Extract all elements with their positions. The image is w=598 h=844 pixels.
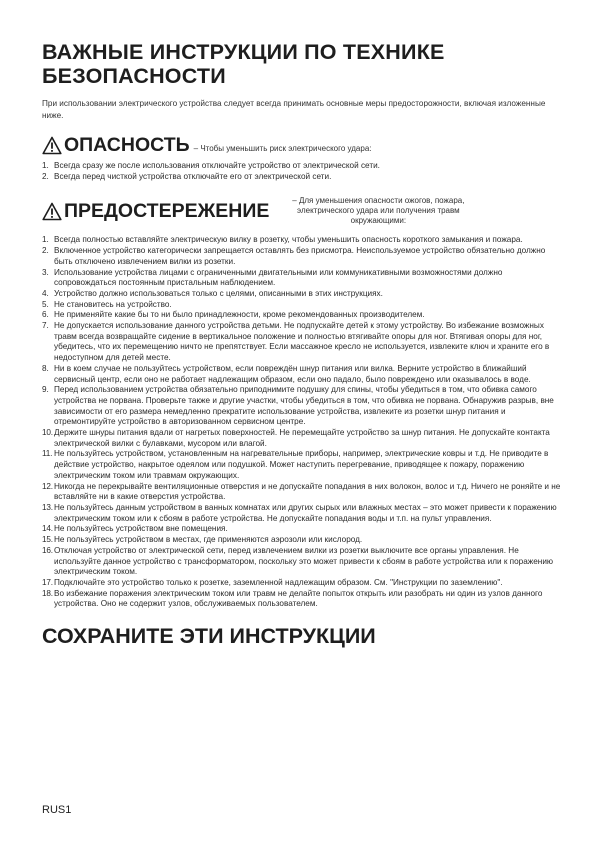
list-item-number: 17. <box>42 577 53 587</box>
list-item-text: Во избежание поражения электрическим током или травм не делайте попыток открыть или разобрать ни один из узлов данного устройства. Оно не содержит узлов, обслуживаемых пользователем. <box>54 588 543 609</box>
list-item-text: Никогда не перекрывайте вентиляционные отверстия и не допускайте попадания в них волокон, волос и т.д. Ничего не роняйте и не вставляйте ни в какие отверстия устройства. <box>54 481 561 502</box>
list-item-text: Не становитесь на устройство. <box>54 299 172 309</box>
list-item-text: Не пользуйтесь данным устройством в ванных комнатах или других сырых или влажных местах – это может привести к поражению электрическим током или к сбоям в работе устройства. Не допускайте попадания воды и т.п. на пульт управления. <box>54 502 557 523</box>
page-title: ВАЖНЫЕ ИНСТРУКЦИИ ПО ТЕХНИКЕ БЕЗОПАСНОСТИ <box>42 40 445 88</box>
list-item <box>42 578 563 589</box>
warning-triangle-icon <box>42 202 62 221</box>
list-item-number: 12. <box>42 481 53 491</box>
list-item-number: 6. <box>42 310 49 320</box>
list-item-text: Ни в коем случае не пользуйтесь устройством, если повреждён шнур питания или вилка. Верните устройство в ближайший сервисный центр, если оно не работает надлежащим образом, если оно падало, было повреждено или оказывалось в воде. <box>54 363 531 384</box>
list-item <box>42 449 563 481</box>
list-item-number: 16. <box>42 545 53 555</box>
list-item-text: Не пользуйтесь устройством, установленным на нагревательные приборы, например, электрические ковры и т.д. Не приводите в действие устройство, накрытое одеялом или подушкой. Может наступить перегревание, приводящее к пожару, поражению электрическим током или травмам окружающих. <box>54 449 549 480</box>
list-item <box>42 235 563 246</box>
list-item <box>42 161 563 172</box>
list-item-number: 1. <box>42 161 49 170</box>
list-item-text: Подключайте это устройство только к розетке, заземленной надлежащим образом. См. "Инструкции по заземлению". <box>54 577 503 587</box>
list-item-text: Всегда полностью вставляйте электрическую вилку в розетку, чтобы уменьшить опасность короткого замыкания и пожара. <box>54 235 523 245</box>
list-item <box>42 246 563 267</box>
list-item <box>42 172 563 183</box>
list-item-number: 11. <box>42 449 53 459</box>
caution-heading: ПРЕДОСТЕРЕЖЕНИЕ <box>64 200 270 223</box>
list-item <box>42 482 563 503</box>
caution-note: – Для уменьшения опасности ожогов, пожара, электрического удара или получения травм окружающими: <box>292 196 465 226</box>
list-item <box>42 546 563 578</box>
list-item-text: Не допускается использование данного устройства детьми. Не подпускайте детей к этому устройству. Во избежание возможных травм всегда возвращайте сидение в вертикальное положение и полностью втягивайте опоры для ног. Втягивая опоры для ног, убедитесь, что их перемещению ничто не препятствует. Если массажное кресло не используется, извлеките ключ и храните его в недоступном для детей месте. <box>54 321 550 363</box>
list-item <box>42 289 563 300</box>
list-item-number: 1. <box>42 235 49 245</box>
document-page <box>42 40 563 648</box>
list-item <box>42 364 563 385</box>
save-instructions-heading: СОХРАНИТЕ ЭТИ ИНСТРУКЦИИ <box>42 624 376 649</box>
list-item-text: Перед использованием устройства обязательно приподнимите подушку для спины, чтобы убедиться в том, что обивка самого устройства не порвана. Проверьте также и другие участки, чтобы убедиться в том, что обивка не порвана. Обнаружив разрыв, вне зависимости от его размера немедленно прекратите использование устройства, извлеките из розетки шнур питания и отремонтируйте устройство в авторизованном сервисном центре. <box>54 385 554 427</box>
list-item-text: Держите шнуры питания вдали от нагретых поверхностей. Не перемещайте устройство за шнур питания. Не допускайте контакта электрической вилки с булавками, мусором или влагой. <box>54 428 550 448</box>
list-item-number: 4. <box>42 288 49 298</box>
list-item-text: Не применяйте какие бы то ни было принадлежности, кроме рекомендованных производителем. <box>54 310 425 320</box>
list-item <box>42 503 563 524</box>
list-item <box>42 385 563 428</box>
list-item-number: 8. <box>42 363 49 373</box>
list-item-number: 5. <box>42 299 49 309</box>
danger-list <box>42 161 563 182</box>
warning-triangle-icon <box>42 136 62 155</box>
danger-heading: ОПАСНОСТЬ <box>64 134 190 156</box>
page-number: RUS1 <box>42 804 72 816</box>
list-item-number: 9. <box>42 385 49 395</box>
danger-note: – Чтобы уменьшить риск электрического удара: <box>193 144 372 153</box>
caution-list <box>42 235 563 610</box>
list-item-text: Отключая устройство от электрической сети, перед извлечением вилки из розетки выключите все органы управления. Не используйте данное устройство с трансформатором, поскольку это может привести к сбоям в работе устройства или к поражению электрическим током. <box>54 545 554 577</box>
list-item <box>42 300 563 311</box>
list-item-number: 15. <box>42 535 53 545</box>
list-item-text: Использование устройства лицами с ограниченными двигательными или коммуникативными возможностями должно сопровождаться постоянным пристальным наблюдением. <box>54 267 503 288</box>
list-item <box>42 310 563 321</box>
list-item-number: 13. <box>42 502 53 512</box>
list-item-number: 3. <box>42 267 49 277</box>
list-item-number: 14. <box>42 524 53 534</box>
caution-header <box>42 196 563 226</box>
list-item-text: Включенное устройство категорически запрещается оставлять без присмотра. Неиспользуемое устройство обязательно должно быть отключено извлечением вилки из розетки. <box>54 246 546 266</box>
list-item-text: Всегда сразу же после использования отключайте устройство от электрической сети. <box>54 161 380 170</box>
list-item-number: 2. <box>42 246 49 256</box>
list-item-text: Не пользуйтесь устройством в местах, где применяются аэрозоли или кислород. <box>54 535 363 545</box>
list-item-number: 7. <box>42 321 49 331</box>
list-item-number: 2. <box>42 171 49 181</box>
list-item-text: Не пользуйтесь устройством вне помещения. <box>54 524 228 534</box>
list-item <box>42 524 563 535</box>
list-item-text: Устройство должно использоваться только с целями, описанными в этих инструкциях. <box>54 288 383 298</box>
list-item <box>42 268 563 289</box>
list-item <box>42 428 563 449</box>
list-item-text: Всегда перед чисткой устройства отключайте его от электрической сети. <box>54 171 332 181</box>
list-item <box>42 535 563 546</box>
list-item-number: 18. <box>42 588 53 598</box>
intro-paragraph: При использовании электрического устройства следует всегда принимать основные меры предосторожности, включая изложенные ниже. <box>42 99 546 120</box>
list-item-number: 10. <box>42 428 53 438</box>
list-item <box>42 321 563 364</box>
danger-header <box>42 135 563 155</box>
list-item <box>42 589 563 610</box>
